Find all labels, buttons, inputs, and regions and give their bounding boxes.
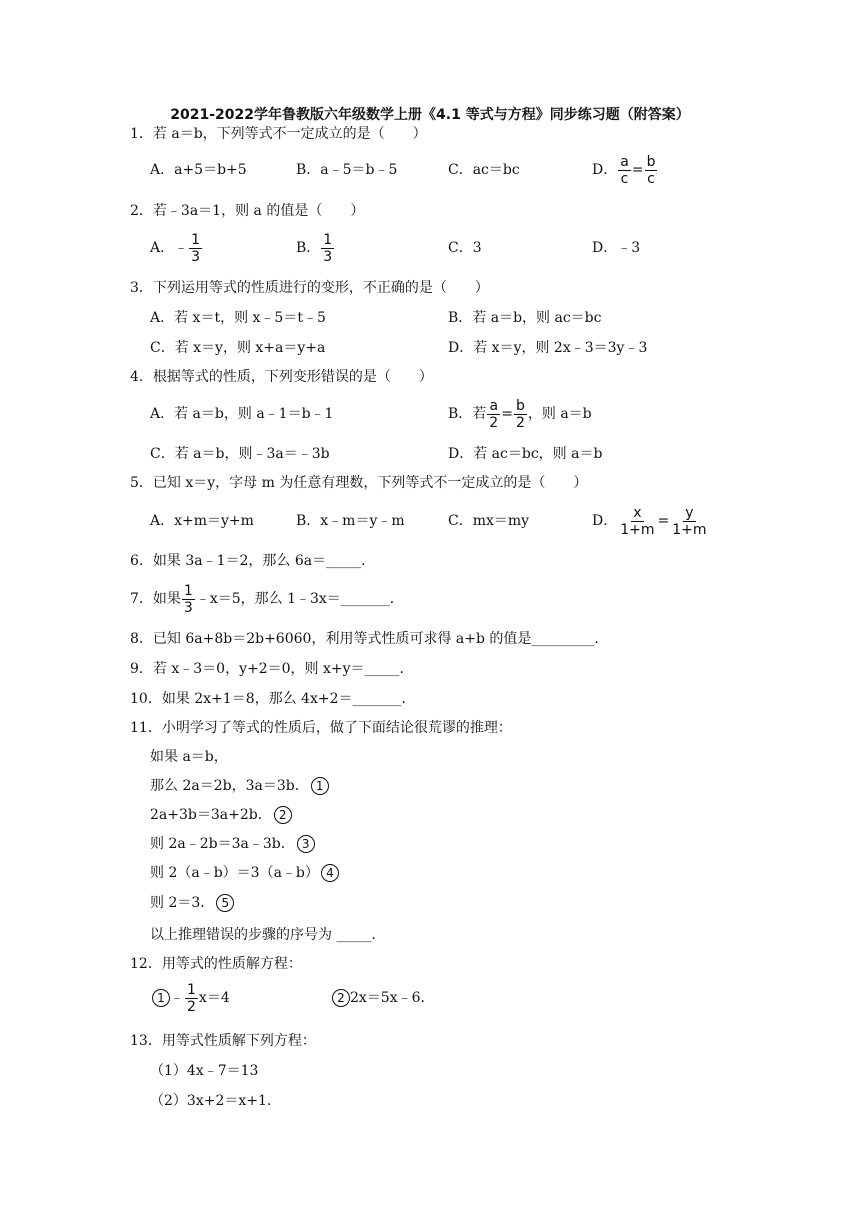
q4-stem: 4．根据等式的性质，下列变形错误的是（ ） bbox=[130, 369, 433, 385]
q4-option-d: D．若 ac＝bc，则 a＝b bbox=[448, 446, 603, 462]
q11-line-1: 如果 a＝b， bbox=[150, 749, 228, 765]
q5-fraction-left: $\frac{x}{1+m}$ bbox=[620, 504, 655, 538]
q11-line-3: 2a+3b＝3a+2b． 2 bbox=[150, 805, 292, 825]
q1-stem: 1．若 a＝b，下列等式不一定成立的是（ ） bbox=[130, 126, 427, 142]
q1-option-b: B．a﹣5＝b﹣5 bbox=[296, 162, 398, 178]
circled-number-3: 3 bbox=[297, 835, 315, 853]
q1-option-d bbox=[592, 152, 658, 188]
q10: 10．如果 2x+1＝8，那么 4x+2＝_______． bbox=[130, 691, 416, 707]
q11-line-5: 则 2（a﹣b）＝3（a﹣b） 4 bbox=[150, 863, 339, 883]
q1-equals: = bbox=[631, 162, 644, 178]
q11-line-6: 则 2＝3． 5 bbox=[150, 893, 234, 913]
q1-fraction-left: $\frac{a}{c}$ bbox=[620, 153, 629, 187]
q4-fraction-right: $\frac{b}{2}$ bbox=[515, 397, 525, 431]
q2-option-a: A．﹣ $\frac{1}{3}$ bbox=[150, 231, 201, 265]
q12-part-1: 1 ﹣ $\frac{1}{2}$ x＝4 bbox=[150, 980, 230, 1016]
q11-line-7: 以上推理错误的步骤的序号为 _____． bbox=[150, 927, 386, 943]
q11-line-4: 则 2a﹣2b＝3a﹣3b． 3 bbox=[150, 834, 315, 854]
q4-option-a: A．若 a＝b，则 a﹣1＝b﹣1 bbox=[150, 406, 334, 422]
q5-option-b: B．x﹣m＝y﹣m bbox=[296, 513, 405, 529]
q13-part-1: （1）4x﹣7＝13 bbox=[150, 1063, 259, 1079]
q5-stem: 5．已知 x＝y，字母 m 为任意有理数，下列等式不一定成立的是（ ） bbox=[130, 475, 588, 491]
q8: 8．已知 6a+8b＝2b+6060，利用等式性质可求得 a+b 的值是_________． bbox=[130, 631, 609, 647]
q5-option-c: C．mx＝my bbox=[448, 513, 530, 529]
q1-fraction-right: $\frac{b}{c}$ bbox=[646, 153, 656, 187]
q7-fraction: $\frac{1}{3}$ bbox=[183, 582, 193, 616]
q13-part-2: （2）3x+2＝x+1． bbox=[150, 1093, 281, 1109]
page-title: 2021-2022学年鲁教版六年级数学上册《4.1 等式与方程》同步练习题（附答案） bbox=[170, 107, 690, 123]
q12-part-2: 2 2x＝5x﹣6． bbox=[330, 988, 435, 1008]
q2-option-c: C．3 bbox=[448, 240, 482, 256]
q6: 6．如果 3a﹣1＝2，那么 6a＝_____． bbox=[130, 553, 376, 569]
circled-number-2: 2 bbox=[332, 989, 350, 1007]
q1-option-d-label: D． bbox=[592, 162, 618, 178]
q4-option-c: C．若 a＝b，则﹣3a＝﹣3b bbox=[150, 446, 330, 462]
q3-option-a: A．若 x＝t，则 x﹣5＝t﹣5 bbox=[150, 310, 326, 326]
q2-option-b: B． $\frac{1}{3}$ bbox=[296, 231, 333, 265]
q1-option-c: C．ac＝bc bbox=[448, 162, 520, 178]
q11-line-2: 那么 2a＝2b，3a＝3b． 1 bbox=[150, 776, 329, 796]
q5-option-d: D． $\frac{x}{1+m}$ = $\frac{y}{1+m}$ bbox=[592, 504, 707, 538]
q9: 9．若 x﹣3＝0，y+2＝0，则 x+y＝_____． bbox=[130, 661, 414, 677]
circled-number-1: 1 bbox=[311, 777, 329, 795]
q2-a-fraction: $\frac{1}{3}$ bbox=[191, 231, 201, 265]
q5-option-a: A．x+m＝y+m bbox=[150, 513, 254, 529]
circled-number-4: 4 bbox=[321, 864, 339, 882]
q3-stem: 3．下列运用等式的性质进行的变形，不正确的是（ ） bbox=[130, 280, 489, 296]
q7: 7．如果 $\frac{1}{3}$ ﹣x＝5，那么 1﹣3x＝_______． bbox=[130, 582, 404, 616]
q4-fraction-left: $\frac{a}{2}$ bbox=[489, 397, 499, 431]
q11-stem: 11．小明学习了等式的性质后，做了下面结论很荒谬的推理： bbox=[130, 720, 512, 736]
q2-option-d: D．﹣3 bbox=[592, 240, 641, 256]
q2-b-fraction: $\frac{1}{3}$ bbox=[323, 231, 333, 265]
circled-number-1: 1 bbox=[152, 989, 170, 1007]
q5-fraction-right: $\frac{y}{1+m}$ bbox=[672, 504, 707, 538]
q3-option-d: D．若 x＝y，则 2x﹣3＝3y﹣3 bbox=[448, 340, 648, 356]
q12-fraction: $\frac{1}{2}$ bbox=[187, 981, 196, 1015]
q3-option-b: B．若 a＝b，则 ac＝bc bbox=[448, 310, 602, 326]
circled-number-2: 2 bbox=[274, 806, 292, 824]
q3-option-c: C．若 x＝y，则 x+a＝y+a bbox=[150, 340, 326, 356]
circled-number-5: 5 bbox=[216, 894, 234, 912]
q1-option-a: A．a+5＝b+5 bbox=[150, 162, 247, 178]
q4-option-b: B．若 $\frac{a}{2}$ = $\frac{b}{2}$ ，则 a＝b bbox=[448, 397, 592, 431]
q13-stem: 13．用等式性质解下列方程： bbox=[130, 1033, 316, 1049]
q12-stem: 12．用等式的性质解方程： bbox=[130, 956, 302, 972]
q2-stem: 2．若﹣3a＝1，则 a 的值是（ ） bbox=[130, 203, 365, 219]
